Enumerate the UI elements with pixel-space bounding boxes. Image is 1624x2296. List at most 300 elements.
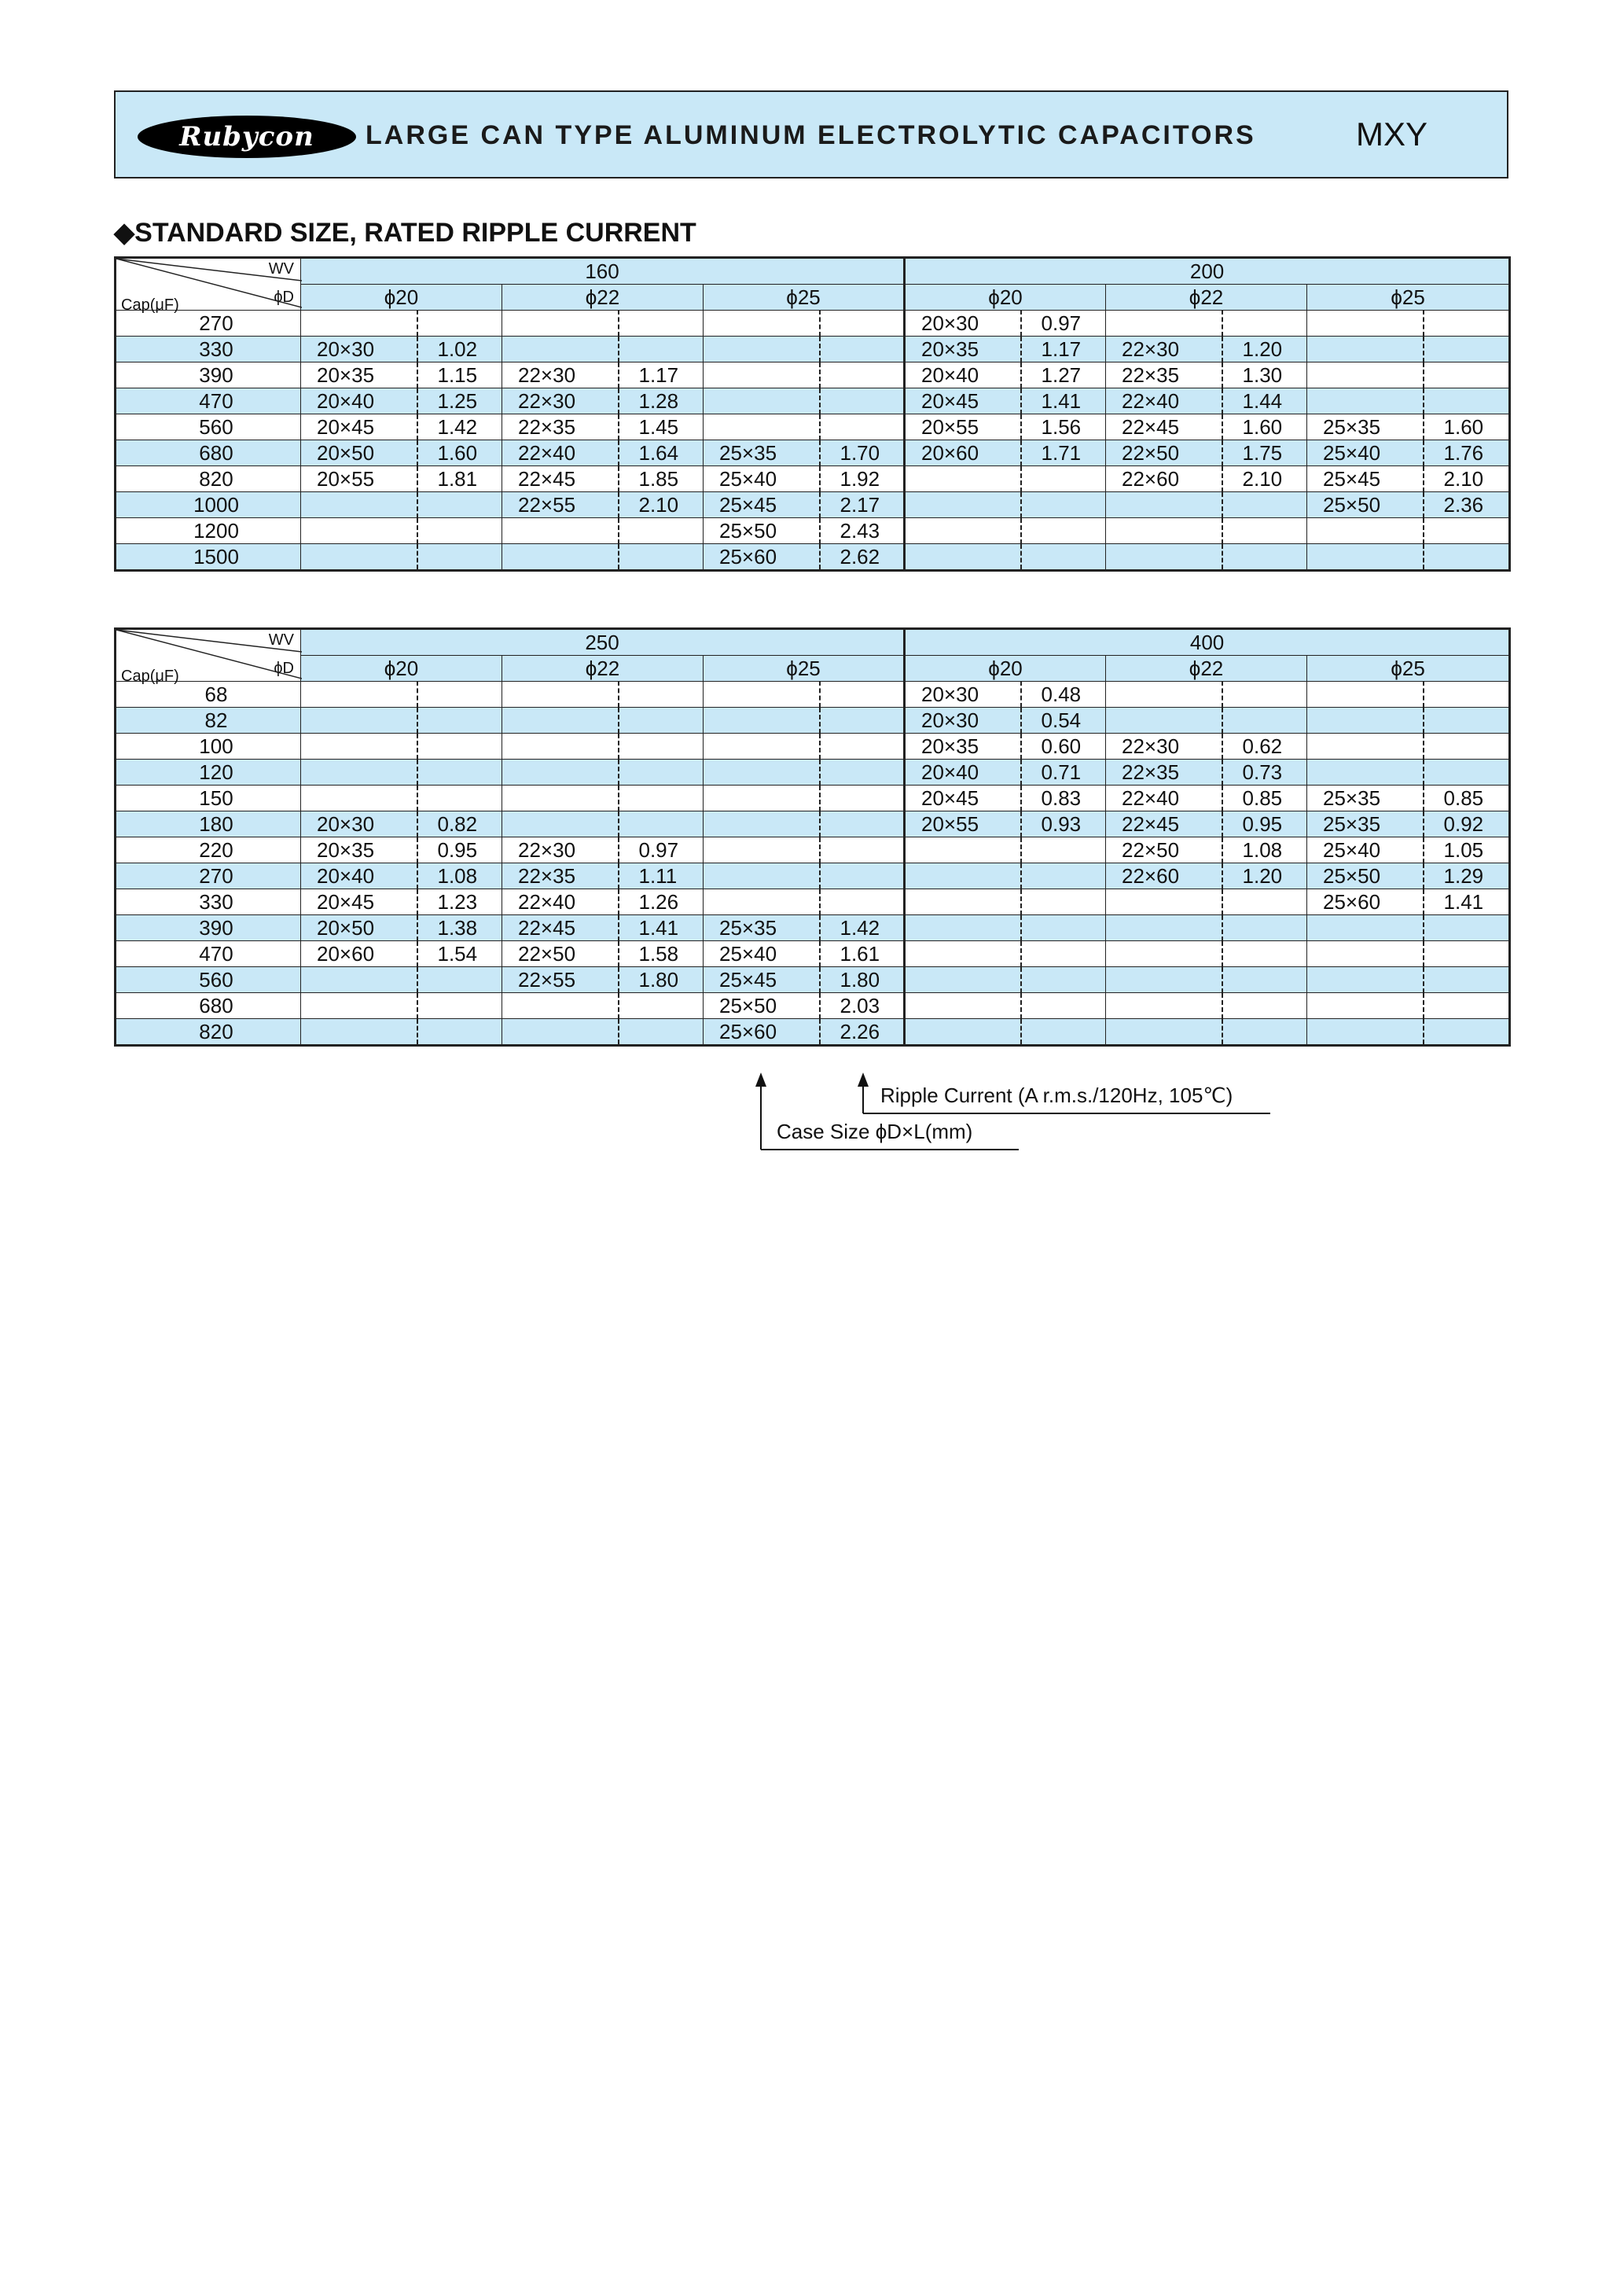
- diameter-header-row: [116, 656, 1510, 682]
- ripple-current-cell: 1.27: [1021, 362, 1106, 388]
- case-size-cell: [1307, 362, 1424, 388]
- ripple-current-cell: 1.05: [1424, 837, 1510, 863]
- case-size-cell: 20×55: [301, 466, 417, 492]
- ripple-current-cell: 1.29: [1424, 863, 1510, 889]
- case-size-cell: [905, 863, 1021, 889]
- case-size-cell: 22×30: [502, 362, 619, 388]
- ripple-current-cell: [1424, 682, 1510, 708]
- case-size-arrowhead: [755, 1073, 766, 1087]
- case-size-cell: 22×30: [502, 837, 619, 863]
- table-row: [116, 786, 1510, 811]
- section-title: ◆STANDARD SIZE, RATED RIPPLE CURRENT: [114, 218, 696, 248]
- case-size-cell: 25×60: [704, 1019, 820, 1046]
- ripple-arrowhead: [858, 1073, 869, 1087]
- capacitance-cell: 1200: [116, 518, 301, 544]
- diameter-header: ϕ25: [1307, 656, 1510, 682]
- case-size-cell: 20×45: [905, 786, 1021, 811]
- case-size-cell: 20×45: [301, 414, 417, 440]
- ripple-current-cell: [1424, 337, 1510, 362]
- ripple-current-cell: [619, 734, 704, 760]
- case-size-cell: 20×60: [905, 440, 1021, 466]
- ripple-current-cell: 1.42: [820, 915, 905, 941]
- ripple-current-cell: [619, 682, 704, 708]
- ripple-current-cell: [417, 1019, 502, 1046]
- ripple-current-cell: 1.60: [1424, 414, 1510, 440]
- ripple-current-cell: 1.08: [417, 863, 502, 889]
- case-size-cell: [704, 682, 820, 708]
- ripple-current-cell: 0.97: [1021, 311, 1106, 337]
- ripple-current-cell: 0.97: [619, 837, 704, 863]
- diameter-label: ϕD: [274, 660, 294, 677]
- capacitance-cell: 330: [116, 337, 301, 362]
- wv-header-row: [116, 258, 1510, 285]
- ripple-current-cell: 1.75: [1222, 440, 1307, 466]
- case-size-cell: [301, 760, 417, 786]
- ripple-current-cell: [820, 786, 905, 811]
- case-size-cell: [1106, 915, 1222, 941]
- case-size-cell: 20×60: [301, 941, 417, 967]
- case-size-cell: [704, 311, 820, 337]
- case-size-cell: [1106, 967, 1222, 993]
- ripple-current-cell: [1222, 889, 1307, 915]
- ripple-current-cell: [417, 518, 502, 544]
- ripple-current-cell: [1021, 544, 1106, 571]
- case-size-cell: [704, 863, 820, 889]
- ripple-current-cell: [417, 492, 502, 518]
- case-size-cell: [301, 544, 417, 571]
- case-size-cell: [1307, 1019, 1424, 1046]
- case-size-cell: 20×35: [301, 362, 417, 388]
- ripple-current-cell: [1021, 837, 1106, 863]
- table-row: [116, 362, 1510, 388]
- case-size-cell: [704, 889, 820, 915]
- case-size-cell: 22×60: [1106, 466, 1222, 492]
- ripple-current-cell: [820, 414, 905, 440]
- case-size-cell: [502, 311, 619, 337]
- diameter-header: ϕ25: [1307, 285, 1510, 311]
- table-row: [116, 889, 1510, 915]
- case-size-cell: [905, 941, 1021, 967]
- ripple-current-cell: [619, 518, 704, 544]
- case-size-cell: [301, 518, 417, 544]
- ripple-current-cell: [1222, 311, 1307, 337]
- ripple-current-cell: [820, 362, 905, 388]
- ripple-current-cell: 1.41: [1424, 889, 1510, 915]
- case-size-cell: [502, 760, 619, 786]
- diameter-header-row: [116, 285, 1510, 311]
- ripple-current-cell: [820, 388, 905, 414]
- ripple-current-cell: [1424, 544, 1510, 571]
- ripple-current-cell: 1.20: [1222, 863, 1307, 889]
- ripple-current-cell: 1.76: [1424, 440, 1510, 466]
- case-size-cell: [502, 682, 619, 708]
- case-size-cell: 25×50: [1307, 863, 1424, 889]
- case-size-cell: [1106, 492, 1222, 518]
- ripple-current-cell: [1021, 993, 1106, 1019]
- ripple-current-cell: 0.60: [1021, 734, 1106, 760]
- case-size-cell: [704, 760, 820, 786]
- ripple-current-cell: [820, 734, 905, 760]
- case-size-cell: [704, 786, 820, 811]
- ripple-current-cell: 1.28: [619, 388, 704, 414]
- ripple-current-cell: [417, 760, 502, 786]
- case-size-cell: 22×45: [502, 915, 619, 941]
- ripple-current-cell: [820, 311, 905, 337]
- case-size-cell: 20×35: [905, 337, 1021, 362]
- ripple-current-cell: [619, 544, 704, 571]
- case-size-cell: 25×35: [1307, 786, 1424, 811]
- case-size-cell: 20×55: [905, 811, 1021, 837]
- case-size-cell: 25×35: [704, 915, 820, 941]
- case-size-cell: [704, 337, 820, 362]
- capacitance-cell: 390: [116, 362, 301, 388]
- capacitance-cell: 820: [116, 466, 301, 492]
- ripple-current-cell: [1021, 967, 1106, 993]
- case-size-cell: [1106, 993, 1222, 1019]
- case-size-cell: [502, 544, 619, 571]
- case-size-cell: 20×40: [905, 362, 1021, 388]
- ripple-current-cell: [820, 837, 905, 863]
- table-row: [116, 440, 1510, 466]
- wv-header-400: 400: [905, 629, 1510, 656]
- case-size-cell: [1106, 1019, 1222, 1046]
- case-size-cell: 22×45: [1106, 811, 1222, 837]
- ripple-current-cell: 1.25: [417, 388, 502, 414]
- case-size-cell: [502, 708, 619, 734]
- ripple-current-cell: 1.17: [619, 362, 704, 388]
- case-size-cell: [1106, 311, 1222, 337]
- case-size-cell: [502, 1019, 619, 1046]
- case-size-cell: [1106, 518, 1222, 544]
- ripple-current-cell: 1.30: [1222, 362, 1307, 388]
- ripple-current-cell: 1.11: [619, 863, 704, 889]
- ripple-current-cell: [1222, 967, 1307, 993]
- ripple-table-250-400: [114, 627, 1511, 1047]
- capacitance-cell: 180: [116, 811, 301, 837]
- case-size-cell: [905, 993, 1021, 1019]
- table-row: [116, 682, 1510, 708]
- case-size-cell: [502, 518, 619, 544]
- capacitance-cell: 1500: [116, 544, 301, 571]
- ripple-current-cell: [417, 544, 502, 571]
- case-size-cell: [1307, 734, 1424, 760]
- ripple-current-cell: 1.41: [1021, 388, 1106, 414]
- ripple-current-cell: 1.08: [1222, 837, 1307, 863]
- ripple-current-cell: [619, 760, 704, 786]
- case-size-cell: 25×45: [704, 492, 820, 518]
- ripple-current-cell: 0.71: [1021, 760, 1106, 786]
- ripple-current-cell: 0.48: [1021, 682, 1106, 708]
- case-size-cell: 22×40: [502, 889, 619, 915]
- ripple-current-cell: [1021, 492, 1106, 518]
- case-size-cell: 20×30: [301, 337, 417, 362]
- ripple-current-cell: 1.26: [619, 889, 704, 915]
- ripple-current-cell: 1.60: [417, 440, 502, 466]
- case-size-cell: 20×40: [905, 760, 1021, 786]
- table-row: [116, 518, 1510, 544]
- table-row: [116, 708, 1510, 734]
- ripple-current-cell: 2.43: [820, 518, 905, 544]
- capacitance-cell: 100: [116, 734, 301, 760]
- ripple-current-cell: 1.64: [619, 440, 704, 466]
- ripple-current-cell: 0.95: [1222, 811, 1307, 837]
- ripple-current-cell: [1021, 915, 1106, 941]
- ripple-current-cell: [820, 337, 905, 362]
- case-size-cell: [905, 492, 1021, 518]
- case-size-cell: 22×50: [502, 941, 619, 967]
- case-size-cell: 25×40: [1307, 440, 1424, 466]
- case-size-cell: 22×35: [502, 414, 619, 440]
- ripple-current-cell: 1.54: [417, 941, 502, 967]
- document-title: LARGE CAN TYPE ALUMINUM ELECTROLYTIC CAPACITORS: [366, 120, 1256, 150]
- capacitance-cell: 150: [116, 786, 301, 811]
- ripple-current-cell: [619, 337, 704, 362]
- ripple-current-cell: 1.45: [619, 414, 704, 440]
- ripple-current-cell: [1222, 492, 1307, 518]
- ripple-current-cell: 0.62: [1222, 734, 1307, 760]
- case-size-cell: 25×35: [1307, 811, 1424, 837]
- case-size-cell: [1307, 518, 1424, 544]
- case-size-cell: 25×40: [1307, 837, 1424, 863]
- case-size-cell: [905, 518, 1021, 544]
- table-row: [116, 863, 1510, 889]
- case-size-cell: [301, 708, 417, 734]
- ripple-current-cell: 1.58: [619, 941, 704, 967]
- ripple-current-cell: [1424, 967, 1510, 993]
- case-size-cell: [1307, 915, 1424, 941]
- case-size-cell: 22×55: [502, 492, 619, 518]
- capacitance-cell: 82: [116, 708, 301, 734]
- case-size-cell: [301, 492, 417, 518]
- ripple-current-cell: [417, 682, 502, 708]
- case-size-cell: 22×40: [1106, 388, 1222, 414]
- ripple-current-cell: [1222, 915, 1307, 941]
- case-size-cell: [1307, 682, 1424, 708]
- case-size-cell: 20×50: [301, 440, 417, 466]
- table-row: [116, 915, 1510, 941]
- ripple-current-cell: [1222, 518, 1307, 544]
- capacitance-label: Cap(μF): [121, 668, 179, 685]
- case-size-cell: [502, 811, 619, 837]
- ripple-current-cell: 0.82: [417, 811, 502, 837]
- ripple-current-cell: 1.81: [417, 466, 502, 492]
- ripple-current-cell: [1424, 362, 1510, 388]
- case-size-cell: [502, 993, 619, 1019]
- case-size-cell: 22×30: [502, 388, 619, 414]
- case-size-cell: 22×30: [1106, 734, 1222, 760]
- ripple-current-cell: 0.85: [1424, 786, 1510, 811]
- ripple-current-cell: [1424, 708, 1510, 734]
- case-size-cell: [1307, 544, 1424, 571]
- ripple-current-cell: 2.03: [820, 993, 905, 1019]
- capacitance-cell: 680: [116, 993, 301, 1019]
- case-size-cell: [704, 734, 820, 760]
- header-banner: [114, 90, 1508, 178]
- case-size-cell: 25×60: [1307, 889, 1424, 915]
- case-size-cell: [704, 811, 820, 837]
- ripple-current-cell: [417, 708, 502, 734]
- table-row: [116, 492, 1510, 518]
- ripple-current-cell: [417, 734, 502, 760]
- ripple-current-cell: [1424, 915, 1510, 941]
- ripple-current-cell: 1.70: [820, 440, 905, 466]
- ripple-current-cell: 0.92: [1424, 811, 1510, 837]
- case-size-cell: [905, 889, 1021, 915]
- capacitance-cell: 560: [116, 414, 301, 440]
- case-size-cell: [502, 786, 619, 811]
- diameter-header: ϕ22: [502, 656, 704, 682]
- case-size-cell: [301, 993, 417, 1019]
- capacitance-cell: 1000: [116, 492, 301, 518]
- case-size-cell: 20×35: [905, 734, 1021, 760]
- ripple-current-cell: [820, 811, 905, 837]
- case-size-cell: 22×35: [1106, 760, 1222, 786]
- case-size-cell: [1307, 311, 1424, 337]
- case-size-cell: 22×40: [1106, 786, 1222, 811]
- wv-header-row: [116, 629, 1510, 656]
- capacitance-cell: 330: [116, 889, 301, 915]
- case-size-cell: [301, 734, 417, 760]
- ripple-table-160-200: [114, 256, 1511, 572]
- case-size-cell: [905, 915, 1021, 941]
- table-row: [116, 993, 1510, 1019]
- case-size-cell: [1106, 682, 1222, 708]
- case-size-cell: 22×35: [1106, 362, 1222, 388]
- ripple-current-cell: 1.60: [1222, 414, 1307, 440]
- case-size-cell: 22×30: [1106, 337, 1222, 362]
- case-size-cell: 20×40: [301, 863, 417, 889]
- ripple-current-cell: [1222, 1019, 1307, 1046]
- case-size-cell: [1307, 760, 1424, 786]
- case-size-cell: 22×45: [1106, 414, 1222, 440]
- table-row: [116, 311, 1510, 337]
- ripple-current-cell: 2.36: [1424, 492, 1510, 518]
- ripple-current-cell: [820, 682, 905, 708]
- case-size-cell: [1307, 337, 1424, 362]
- table-row: [116, 466, 1510, 492]
- ripple-current-cell: [820, 863, 905, 889]
- capacitance-cell: 470: [116, 388, 301, 414]
- ripple-current-cell: 0.85: [1222, 786, 1307, 811]
- case-size-cell: 20×55: [905, 414, 1021, 440]
- diameter-header: ϕ22: [502, 285, 704, 311]
- case-size-cell: [905, 1019, 1021, 1046]
- ripple-current-cell: [1424, 760, 1510, 786]
- ripple-current-cell: 2.10: [1222, 466, 1307, 492]
- case-size-cell: 25×35: [1307, 414, 1424, 440]
- ripple-current-cell: [619, 1019, 704, 1046]
- ripple-current-cell: [1424, 734, 1510, 760]
- ripple-current-cell: [619, 993, 704, 1019]
- ripple-current-cell: [1222, 682, 1307, 708]
- case-size-cell: 22×35: [502, 863, 619, 889]
- case-size-cell: 25×50: [1307, 492, 1424, 518]
- series-code: MXY: [1356, 116, 1428, 153]
- case-size-cell: [301, 311, 417, 337]
- capacitance-cell: 68: [116, 682, 301, 708]
- ripple-current-cell: [1424, 388, 1510, 414]
- case-size-cell: [301, 1019, 417, 1046]
- case-size-cell: [704, 388, 820, 414]
- ripple-current-cell: [619, 708, 704, 734]
- ripple-current-cell: [1222, 993, 1307, 1019]
- ripple-current-cell: [417, 786, 502, 811]
- case-size-cell: [1106, 941, 1222, 967]
- ripple-current-cell: 2.62: [820, 544, 905, 571]
- ripple-current-cell: 2.10: [1424, 466, 1510, 492]
- ripple-current-cell: 1.15: [417, 362, 502, 388]
- case-size-cell: [301, 967, 417, 993]
- diameter-header: ϕ22: [1106, 285, 1307, 311]
- ripple-current-cell: [1424, 518, 1510, 544]
- table-row: [116, 388, 1510, 414]
- ripple-current-cell: 1.56: [1021, 414, 1106, 440]
- ripple-current-cell: [820, 760, 905, 786]
- table-row: [116, 837, 1510, 863]
- ripple-current-cell: 1.80: [619, 967, 704, 993]
- case-size-cell: [905, 466, 1021, 492]
- ripple-current-cell: 0.54: [1021, 708, 1106, 734]
- ripple-current-cell: 1.38: [417, 915, 502, 941]
- case-size-cell: 20×45: [301, 889, 417, 915]
- ripple-current-cell: [1021, 466, 1106, 492]
- case-size-cell: 22×40: [502, 440, 619, 466]
- corner-header: [116, 629, 301, 685]
- ripple-current-cell: 1.85: [619, 466, 704, 492]
- capacitance-cell: 270: [116, 863, 301, 889]
- ripple-current-cell: [619, 311, 704, 337]
- ripple-current-cell: [1222, 544, 1307, 571]
- diameter-header: ϕ20: [301, 285, 502, 311]
- ripple-current-cell: [1424, 311, 1510, 337]
- ripple-current-cell: [1222, 941, 1307, 967]
- case-size-cell: 20×30: [905, 311, 1021, 337]
- table-row: [116, 967, 1510, 993]
- case-size-cell: [905, 837, 1021, 863]
- case-size-cell: [704, 362, 820, 388]
- case-size-cell: 20×30: [301, 811, 417, 837]
- ripple-current-cell: 1.80: [820, 967, 905, 993]
- case-size-cell: 25×50: [704, 993, 820, 1019]
- diameter-header: ϕ20: [905, 285, 1106, 311]
- capacitance-cell: 470: [116, 941, 301, 967]
- wv-header-160: 160: [301, 258, 905, 285]
- ripple-current-cell: 1.44: [1222, 388, 1307, 414]
- case-size-cell: 22×45: [502, 466, 619, 492]
- case-size-cell: 22×60: [1106, 863, 1222, 889]
- ripple-current-cell: [1424, 1019, 1510, 1046]
- table-row: [116, 337, 1510, 362]
- legend-ripple-current: Ripple Current (A r.m.s./120Hz, 105℃): [880, 1084, 1233, 1107]
- table-row: [116, 941, 1510, 967]
- capacitance-cell: 220: [116, 837, 301, 863]
- case-size-cell: 20×45: [905, 388, 1021, 414]
- ripple-current-cell: [1424, 941, 1510, 967]
- rubycon-logo: [138, 116, 356, 158]
- table-row: [116, 760, 1510, 786]
- capacitance-cell: 390: [116, 915, 301, 941]
- diameter-header: ϕ20: [905, 656, 1106, 682]
- ripple-current-cell: 1.92: [820, 466, 905, 492]
- case-size-cell: 25×45: [1307, 466, 1424, 492]
- ripple-current-cell: [619, 786, 704, 811]
- wv-label: WV: [268, 260, 294, 278]
- case-size-cell: [1106, 544, 1222, 571]
- case-size-cell: 22×50: [1106, 440, 1222, 466]
- table-row: [116, 544, 1510, 571]
- case-size-cell: [502, 734, 619, 760]
- case-size-cell: 20×30: [905, 682, 1021, 708]
